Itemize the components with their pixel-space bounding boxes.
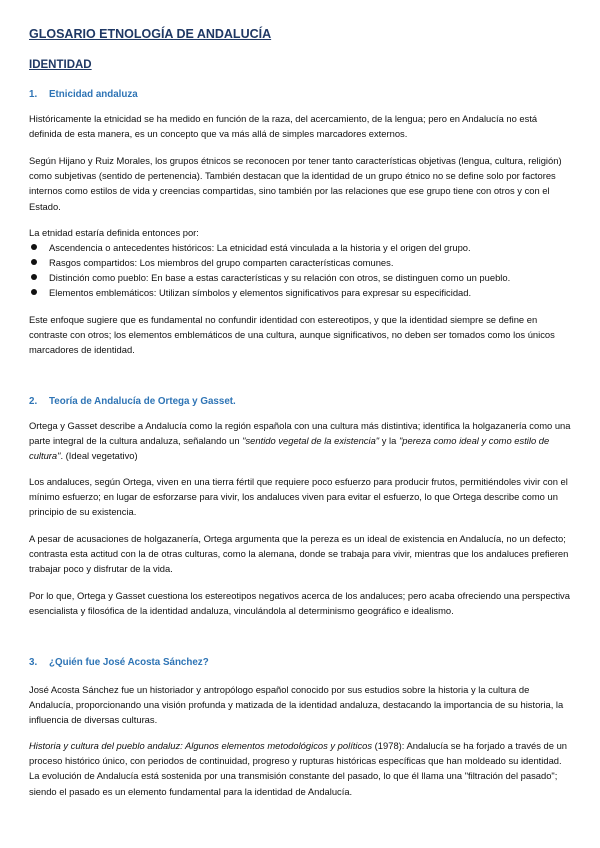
bullet-icon: [31, 289, 37, 295]
list-item: [29, 270, 571, 285]
bullet-icon: [31, 259, 37, 265]
heading-ortega: [29, 396, 236, 407]
list-item-text: Elementos emblemáticos: Utilizan símbolos y elementos significativos para expresar su especificidad.: [49, 287, 472, 298]
heading-number: 3.: [29, 657, 38, 668]
heading-etnicidad: [29, 89, 138, 100]
bullet-icon: [31, 274, 37, 280]
heading-acosta: [29, 657, 209, 668]
paragraph: Historia y cultura del pueblo andaluz: Algunos elementos metodológicos y políticos (1978): Andalucía se ha forjado a través de un proceso histórico único, con periodos de continuidad, progreso y rupturas históricas específicas que han moldeado su identidad. La evolución de Andalucía está sostenida por una transmisión constante del pasado, lo que él llama una "filtración del pasado"; siendo el pasado es un elemento fundamental para la identidad de Andalucía.: [29, 740, 567, 797]
list-item: [29, 255, 571, 270]
list-item-text: Ascendencia o antecedentes históricos: La etnicidad está vinculada a la historia y el origen del grupo.: [49, 242, 471, 253]
document-title: GLOSARIO ETNOLOGÍA DE ANDALUCÍA: [29, 27, 272, 41]
heading-text: Etnicidad andaluza: [49, 89, 138, 100]
italic-quote: "sentido vegetal de la existencia": [242, 435, 380, 447]
list-item: [29, 285, 571, 300]
paragraph: Por lo que, Ortega y Gasset cuestiona los estereotipos negativos acerca de los andaluces; pero acaba ofreciendo una perspectiva esencialista y filosófica de la identidad andaluza, vinculándola al determinismo geográfico e idealismo.: [29, 590, 570, 617]
paragraph: A pesar de acusaciones de holgazanería, Ortega argumenta que la pereza es un ideal de existencia en Andalucía, no un defecto; contrasta esta actitud con la de otras culturas, como la alemana, donde se trabaja para vivir, mientras que los andaluces prefieren trabajar poco y disfrutar de la vida.: [29, 533, 569, 575]
list-item: [29, 240, 571, 255]
list-item-text: Rasgos compartidos: Los miembros del grupo comparten características comunes.: [49, 257, 394, 268]
list-item-text: Distinción como pueblo: En base a estas características y su relación con otros, se distinguen como un pueblo.: [49, 272, 511, 283]
paragraph: Los andaluces, según Ortega, viven en una tierra fértil que requiere poco esfuerzo para producir frutos, permitiéndoles vivir con el mínimo esfuerzo; en lugar de esforzarse para vivir, los andaluces viven para evitar el esfuerzo, lo que Ortega describe como un principio de su existencia.: [29, 476, 568, 518]
italic-quote: "pereza como ideal y como estilo de cultura": [29, 435, 550, 462]
paragraph: Históricamente la etnicidad se ha medido en función de la raza, del acercamiento, de la lengua; pero en Andalucía no está definida de esta manera, es un concepto que va más allá de simples marcadores externos.: [29, 113, 538, 140]
heading-number: 1.: [29, 89, 38, 100]
heading-text: Teoría de Andalucía de Ortega y Gasset.: [49, 396, 236, 407]
book-title: Historia y cultura del pueblo andaluz: Algunos elementos metodológicos y políticos: [29, 740, 373, 751]
paragraph: Ortega y Gasset describe a Andalucía como la región española con una cultura más distintiva; identifica la holgazanería como una parte integral de la cultura andaluza, señalando un "sentido vegetal de la existencia" y la "pereza como ideal y como estilo de cultura". (Ideal vegetativo): [29, 420, 571, 462]
section-title: IDENTIDAD: [29, 59, 92, 71]
bullet-list: [29, 240, 571, 300]
paragraph: Según Hijano y Ruiz Morales, los grupos étnicos se reconocen por tener tanto características objetivas (lengua, cultura, religión) como subjetivas (sentido de pertenencia). También destacan que la identidad de un grupo étnico no se define solo por factores internos como estilos de vida y creencias compartidas, sino también por las relaciones que ese grupo tiene con otros y con el Estado.: [29, 155, 562, 212]
list-intro: La etnidad estaría definida entonces por:: [29, 227, 199, 238]
paragraph: Este enfoque sugiere que es fundamental no confundir identidad con estereotipos, y que la identidad siempre se define en contraste con otros; los elementos emblemáticos de una cultura, aunque significativos, no deben ser tomados como los únicos marcadores de identidad.: [29, 314, 555, 356]
paragraph: José Acosta Sánchez fue un historiador y antropólogo español conocido por sus estudios sobre la historia y la cultura de Andalucía, proporcionando una visión profunda y matizada de la identidad andaluza, destacando la importancia de su historia, la influencia de diversas culturas.: [29, 684, 564, 726]
bullet-icon: [31, 244, 37, 250]
heading-number: 2.: [29, 396, 38, 407]
heading-text: ¿Quién fue José Acosta Sánchez?: [49, 657, 209, 668]
